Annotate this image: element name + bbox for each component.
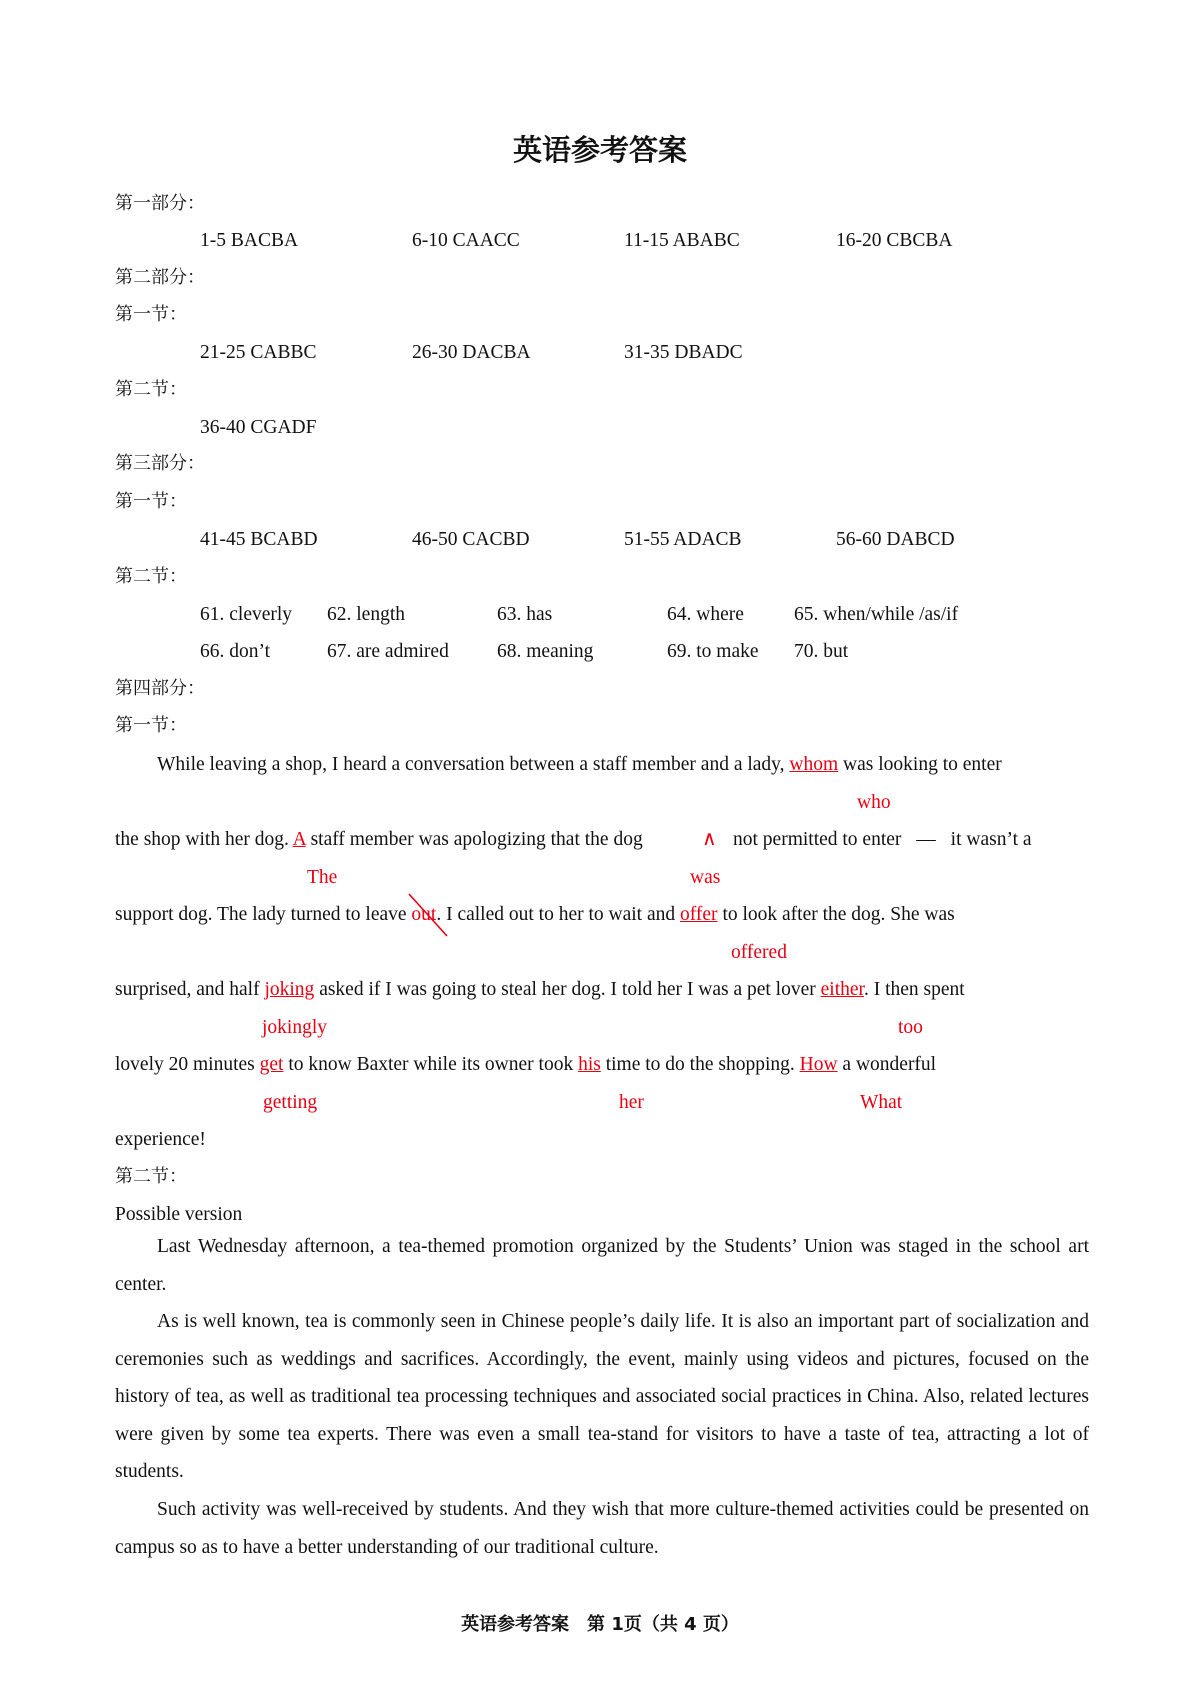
passage-line-2 [115, 828, 643, 852]
error-word: out [411, 904, 437, 925]
answer-group: 26-30 DACBA [412, 342, 531, 363]
answer-group: 11-15 ABABC [624, 230, 740, 251]
error-word: offer [680, 904, 718, 925]
correction-word: What [860, 1092, 903, 1113]
part3-sec1-heading: 第一节： [115, 491, 187, 512]
error-word: whom [789, 754, 839, 775]
passage-text: . I then spent [863, 979, 965, 1000]
passage-text: to know Baxter while its owner took [288, 1054, 574, 1075]
answer-group: 1-5 BACBA [200, 230, 299, 251]
essay-paragraph-1: Last Wednesday afternoon, a tea-themed promotion organized by the Students’ Union was staged in the school art center. [115, 1236, 1089, 1295]
essay-label: Possible version [115, 1204, 243, 1225]
passage-text: a wonderful [842, 1054, 937, 1075]
passage-text: . I called out to her to wait and [436, 904, 676, 925]
passage-text: While leaving a shop, I heard a conversation between a staff member and a lady, [157, 754, 785, 775]
error-word: joking [264, 979, 315, 1000]
answer-group: 51-55 ADACB [624, 529, 742, 550]
answer-group: 56-60 DABCD [836, 529, 955, 550]
passage-text: support dog. The lady turned to leave [115, 904, 407, 925]
answer-item: 69. to make [667, 641, 759, 662]
part4-heading: 第四部分： [115, 678, 205, 699]
error-word: A [292, 829, 306, 850]
passage-line-4 [115, 978, 965, 1002]
dash: — [916, 829, 936, 850]
error-word: his [578, 1054, 601, 1075]
part2-sec1-heading: 第一节： [115, 304, 187, 325]
correction-word: The [307, 867, 338, 888]
passage-text: not permitted to enter [733, 829, 902, 850]
error-word: How [799, 1054, 838, 1075]
part1-heading: 第一部分： [115, 193, 205, 214]
passage-text: time to do the shopping. [605, 1054, 795, 1075]
part2-heading: 第二部分： [115, 267, 205, 288]
correction-word: jokingly [262, 1017, 328, 1038]
page-footer: 英语参考答案 第 1页（共 4 页） [461, 1614, 739, 1635]
passage-text: lovely 20 minutes [115, 1054, 255, 1075]
correction-word: getting [263, 1092, 318, 1113]
passage-text: the shop with her dog. [115, 829, 289, 850]
part3-sec2-heading: 第二节： [115, 566, 187, 587]
answer-group: 41-45 BCABD [200, 529, 318, 550]
answer-group: 46-50 CACBD [412, 529, 530, 550]
passage-text: surprised, and half [115, 979, 260, 1000]
answer-group: 36-40 CGADF [200, 417, 317, 438]
part4-sec2-heading: 第二节： [115, 1166, 187, 1187]
answer-item: 63. has [497, 604, 553, 625]
correction-word: her [619, 1092, 644, 1113]
answer-item: 70. but [794, 641, 849, 662]
page-title: 英语参考答案 [512, 133, 687, 167]
part4-sec1-heading: 第一节： [115, 715, 187, 736]
answer-item: 61. cleverly [200, 604, 293, 625]
error-word: either [820, 979, 864, 1000]
part3-heading: 第三部分： [115, 453, 205, 474]
delete-mark-icon [407, 892, 451, 940]
answer-item: 67. are admired [327, 641, 449, 662]
passage-line-5 [115, 1053, 936, 1077]
answer-item: 66. don’t [200, 641, 271, 662]
essay-paragraph-3: Such activity was well-received by students. And they wish that more culture-themed activities could be presented on campus so as to have a better understanding of our traditional culture. [115, 1499, 1089, 1558]
passage-line-1 [157, 753, 1002, 777]
answer-item: 62. length [327, 604, 405, 625]
answer-item: 68. meaning [497, 641, 594, 662]
answer-group: 21-25 CABBC [200, 342, 317, 363]
answer-item: 64. where [667, 604, 744, 625]
passage-text: asked if I was going to steal her dog. I told her I was a pet lover [319, 979, 816, 1000]
answer-group: 16-20 CBCBA [836, 230, 953, 251]
essay-paragraph-2: As is well known, tea is commonly seen in Chinese people’s daily life. It is also an important part of socialization and ceremonies such as weddings and sacrifices. Accordingly, the event, mainly using videos and pictures, focused on the history of tea, as well as traditional tea processing techniques and associated social practices in China. Also, related lectures were given by some tea experts. There was even a small tea-stand for visitors to have a taste of tea, attracting a lot of students. [115, 1311, 1089, 1482]
correction-word: who [857, 792, 891, 813]
passage-line-2-tail [733, 828, 1032, 852]
error-word: get [259, 1054, 284, 1075]
correction-word: offered [731, 942, 787, 963]
insert-caret-mark: ∧ [702, 826, 717, 850]
answer-group: 6-10 CAACC [412, 230, 520, 251]
correction-word: too [898, 1017, 923, 1038]
passage-text: to look after the dog. She was [722, 904, 955, 925]
answer-item: 65. when/while /as/if [794, 604, 959, 625]
part2-sec2-heading: 第二节： [115, 379, 187, 400]
deleted-word [411, 904, 436, 925]
correction-word: was [690, 867, 721, 888]
passage-line-6: experience! [115, 1129, 206, 1150]
passage-text: was looking to enter [843, 754, 1002, 775]
passage-text: staff member was apologizing that the dog [310, 829, 643, 850]
passage-line-3 [115, 903, 955, 927]
answer-group: 31-35 DBADC [624, 342, 743, 363]
passage-text: it wasn’t a [950, 829, 1032, 850]
